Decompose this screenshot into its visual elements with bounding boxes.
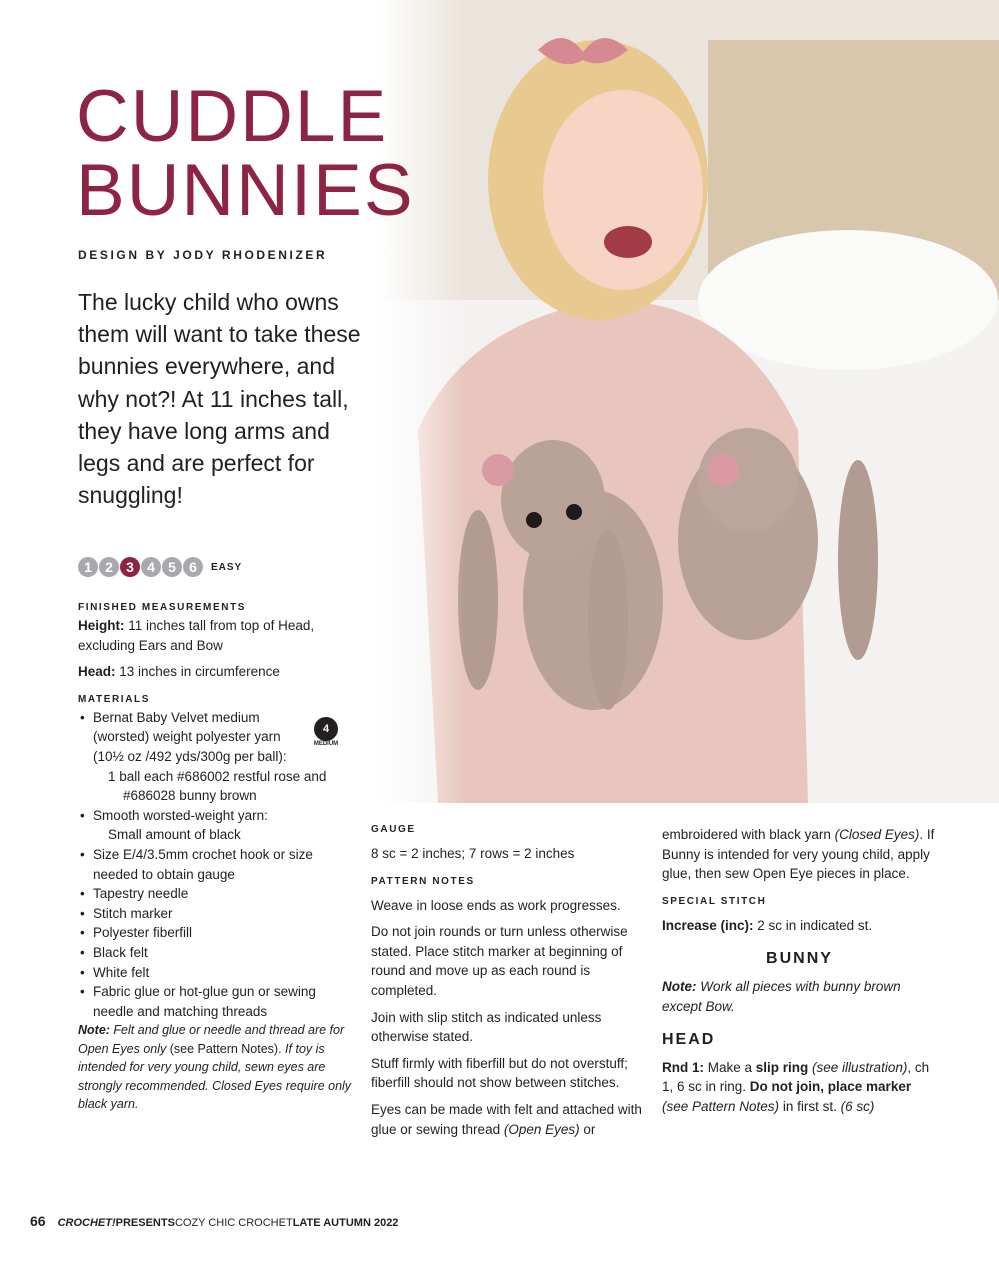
note-text: (Open Eyes) (503, 1121, 580, 1137)
head-measurement (78, 662, 353, 682)
pattern-note: Join with slip stitch as indicated unless otherwise stated. (371, 1009, 602, 1045)
pattern-note-continued (662, 825, 937, 884)
note-text: If toy is intended for very young child, sewn eyes are strongly recommended. Closed Eyes require only black yarn. (78, 1041, 352, 1112)
pattern-notes-heading: PATTERN NOTES (371, 875, 475, 887)
height-text: 11 inches tall from top of Head, excluding Ears and Bow (78, 618, 315, 653)
note-text: embroidered with black yarn (662, 827, 835, 842)
material-text: • Size E/4/3.5mm crochet hook or size (93, 846, 313, 862)
designer-byline: DESIGN BY JODY RHODENIZER (78, 248, 328, 262)
column-instructions (662, 825, 937, 1117)
pattern-note: Stuff firmly with fiberfill but do not overstuff; fiberfill should not show between stitches. (371, 1055, 628, 1091)
material-text: needed to obtain gauge (93, 866, 235, 882)
page-number: 66 (30, 1213, 46, 1229)
list-item: • White felt (78, 963, 353, 983)
skill-dot-5: 5 (162, 557, 182, 577)
list-item (78, 845, 353, 884)
stitch-text: 2 sc in indicated st. (753, 917, 873, 933)
head-label: Head: (78, 664, 116, 680)
bunny-note-label: Note: (662, 978, 697, 994)
head-text: 13 inches in circumference (115, 664, 280, 680)
height-label: Height: (78, 618, 125, 633)
title-line-2: BUNNIES (76, 150, 415, 231)
note-text: (Closed Eyes) (834, 827, 920, 842)
material-text: needle and matching threads (93, 1003, 268, 1019)
list-item: • Black felt (78, 943, 353, 963)
pattern-note: Do not join rounds or turn unless otherwise stated. Place stitch marker at beginning of round and move up as each round is completed. (371, 924, 628, 998)
round-text: (see illustration) (808, 1059, 908, 1075)
list-item: • Tapestry needle (78, 884, 353, 904)
note-text: (see Pattern Notes). (169, 1041, 286, 1056)
skill-dot-2: 2 (99, 557, 119, 577)
skill-dot-3-current: 3 (120, 557, 140, 577)
material-text: (worsted) weight polyester yarn (93, 729, 281, 745)
skill-dot-4: 4 (141, 557, 161, 577)
materials-heading: MATERIALS (78, 693, 150, 705)
round-text: Make a (704, 1059, 756, 1075)
page-title (76, 76, 415, 231)
stitch-label: Increase (inc): (662, 917, 754, 933)
materials-list (78, 708, 353, 1022)
finished-heading: FINISHED MEASUREMENTS (78, 602, 247, 613)
bunny-heading: BUNNY (766, 950, 833, 968)
footer-issue: LATE AUTUMN 2022 (292, 1217, 399, 1229)
list-item: • Polyester fiberfill (78, 923, 353, 943)
pattern-note: Weave in loose ends as work progresses. (371, 897, 621, 913)
round-text: in first st. (779, 1098, 841, 1114)
skill-dot-1: 1 (78, 557, 98, 577)
gauge-heading: GAUGE (371, 824, 416, 835)
footer-magazine: COZY CHIC CROCHET (174, 1217, 293, 1229)
material-text: • Bernat Baby Velvet medium (93, 709, 260, 725)
list-item (78, 806, 353, 845)
note-text: or (579, 1121, 596, 1137)
page-footer (30, 1213, 398, 1229)
yarn-weight-label: MEDIUM (313, 741, 339, 747)
note-text: . If Bunny is intended for very young child, apply glue, then sew Open Eye pieces in place. (662, 827, 935, 882)
footer-presents: PRESENTS (115, 1217, 175, 1229)
column-materials (78, 600, 353, 1114)
yarn-weight-number: 4 (314, 717, 338, 741)
special-stitch-heading: SPECIAL STITCH (662, 895, 767, 907)
round-text: (6 sc) (840, 1098, 875, 1114)
materials-note (78, 1021, 353, 1114)
skill-dot-6: 6 (183, 557, 203, 577)
column-gauge-notes (371, 822, 643, 1139)
head-round-1 (662, 1058, 937, 1117)
skill-level-label: EASY (211, 561, 243, 573)
material-text: (10½ oz /492 yds/300g per ball): (93, 748, 287, 764)
material-text: • Fabric glue or hot-glue gun or sewing (93, 984, 316, 1000)
bunny-note-text: Work all pieces with bunny brown except Bow. (662, 978, 901, 1014)
footer-brand: CROCHET! (57, 1217, 116, 1229)
pattern-note (371, 1100, 643, 1139)
note-text: Felt and glue or needle and thread are for Open Eyes only (78, 1023, 345, 1056)
list-item: • Stitch marker (78, 904, 353, 924)
round-text: , ch 1, 6 sc in ring. (662, 1059, 930, 1095)
hero-photo (378, 0, 999, 803)
material-text: Small amount of black (108, 827, 241, 843)
list-item (78, 708, 353, 806)
list-item (78, 982, 353, 1021)
skill-level-indicator (78, 557, 242, 577)
special-stitch-text (662, 916, 937, 936)
note-text: Eyes can be made with felt and attached with glue or sewing thread (371, 1101, 642, 1137)
material-text: • Smooth worsted-weight yarn: (93, 807, 268, 823)
head-heading: HEAD (662, 1031, 716, 1049)
material-text: 1 ball each #686002 restful rose and (108, 768, 327, 784)
gauge-text: 8 sc = 2 inches; 7 rows = 2 inches (371, 846, 575, 861)
round-text: Do not join, place marker (749, 1079, 912, 1095)
height-measurement (78, 616, 353, 655)
round-text: slip ring (755, 1059, 809, 1075)
intro-paragraph: The lucky child who owns them will want to take these bunnies everywhere, and why not?! At 11 inches tall, they have long arms and legs and are perfect for snuggling! (78, 289, 361, 509)
title-line-1: CUDDLE (76, 76, 389, 157)
material-text: #686028 bunny brown (123, 788, 257, 804)
round-label: Rnd 1: (662, 1059, 704, 1075)
child-with-crochet-bunnies-photo-icon (378, 0, 999, 803)
round-text: (see Pattern Notes) (662, 1098, 780, 1114)
note-label: Note: (78, 1023, 110, 1038)
bunny-note (662, 977, 937, 1016)
